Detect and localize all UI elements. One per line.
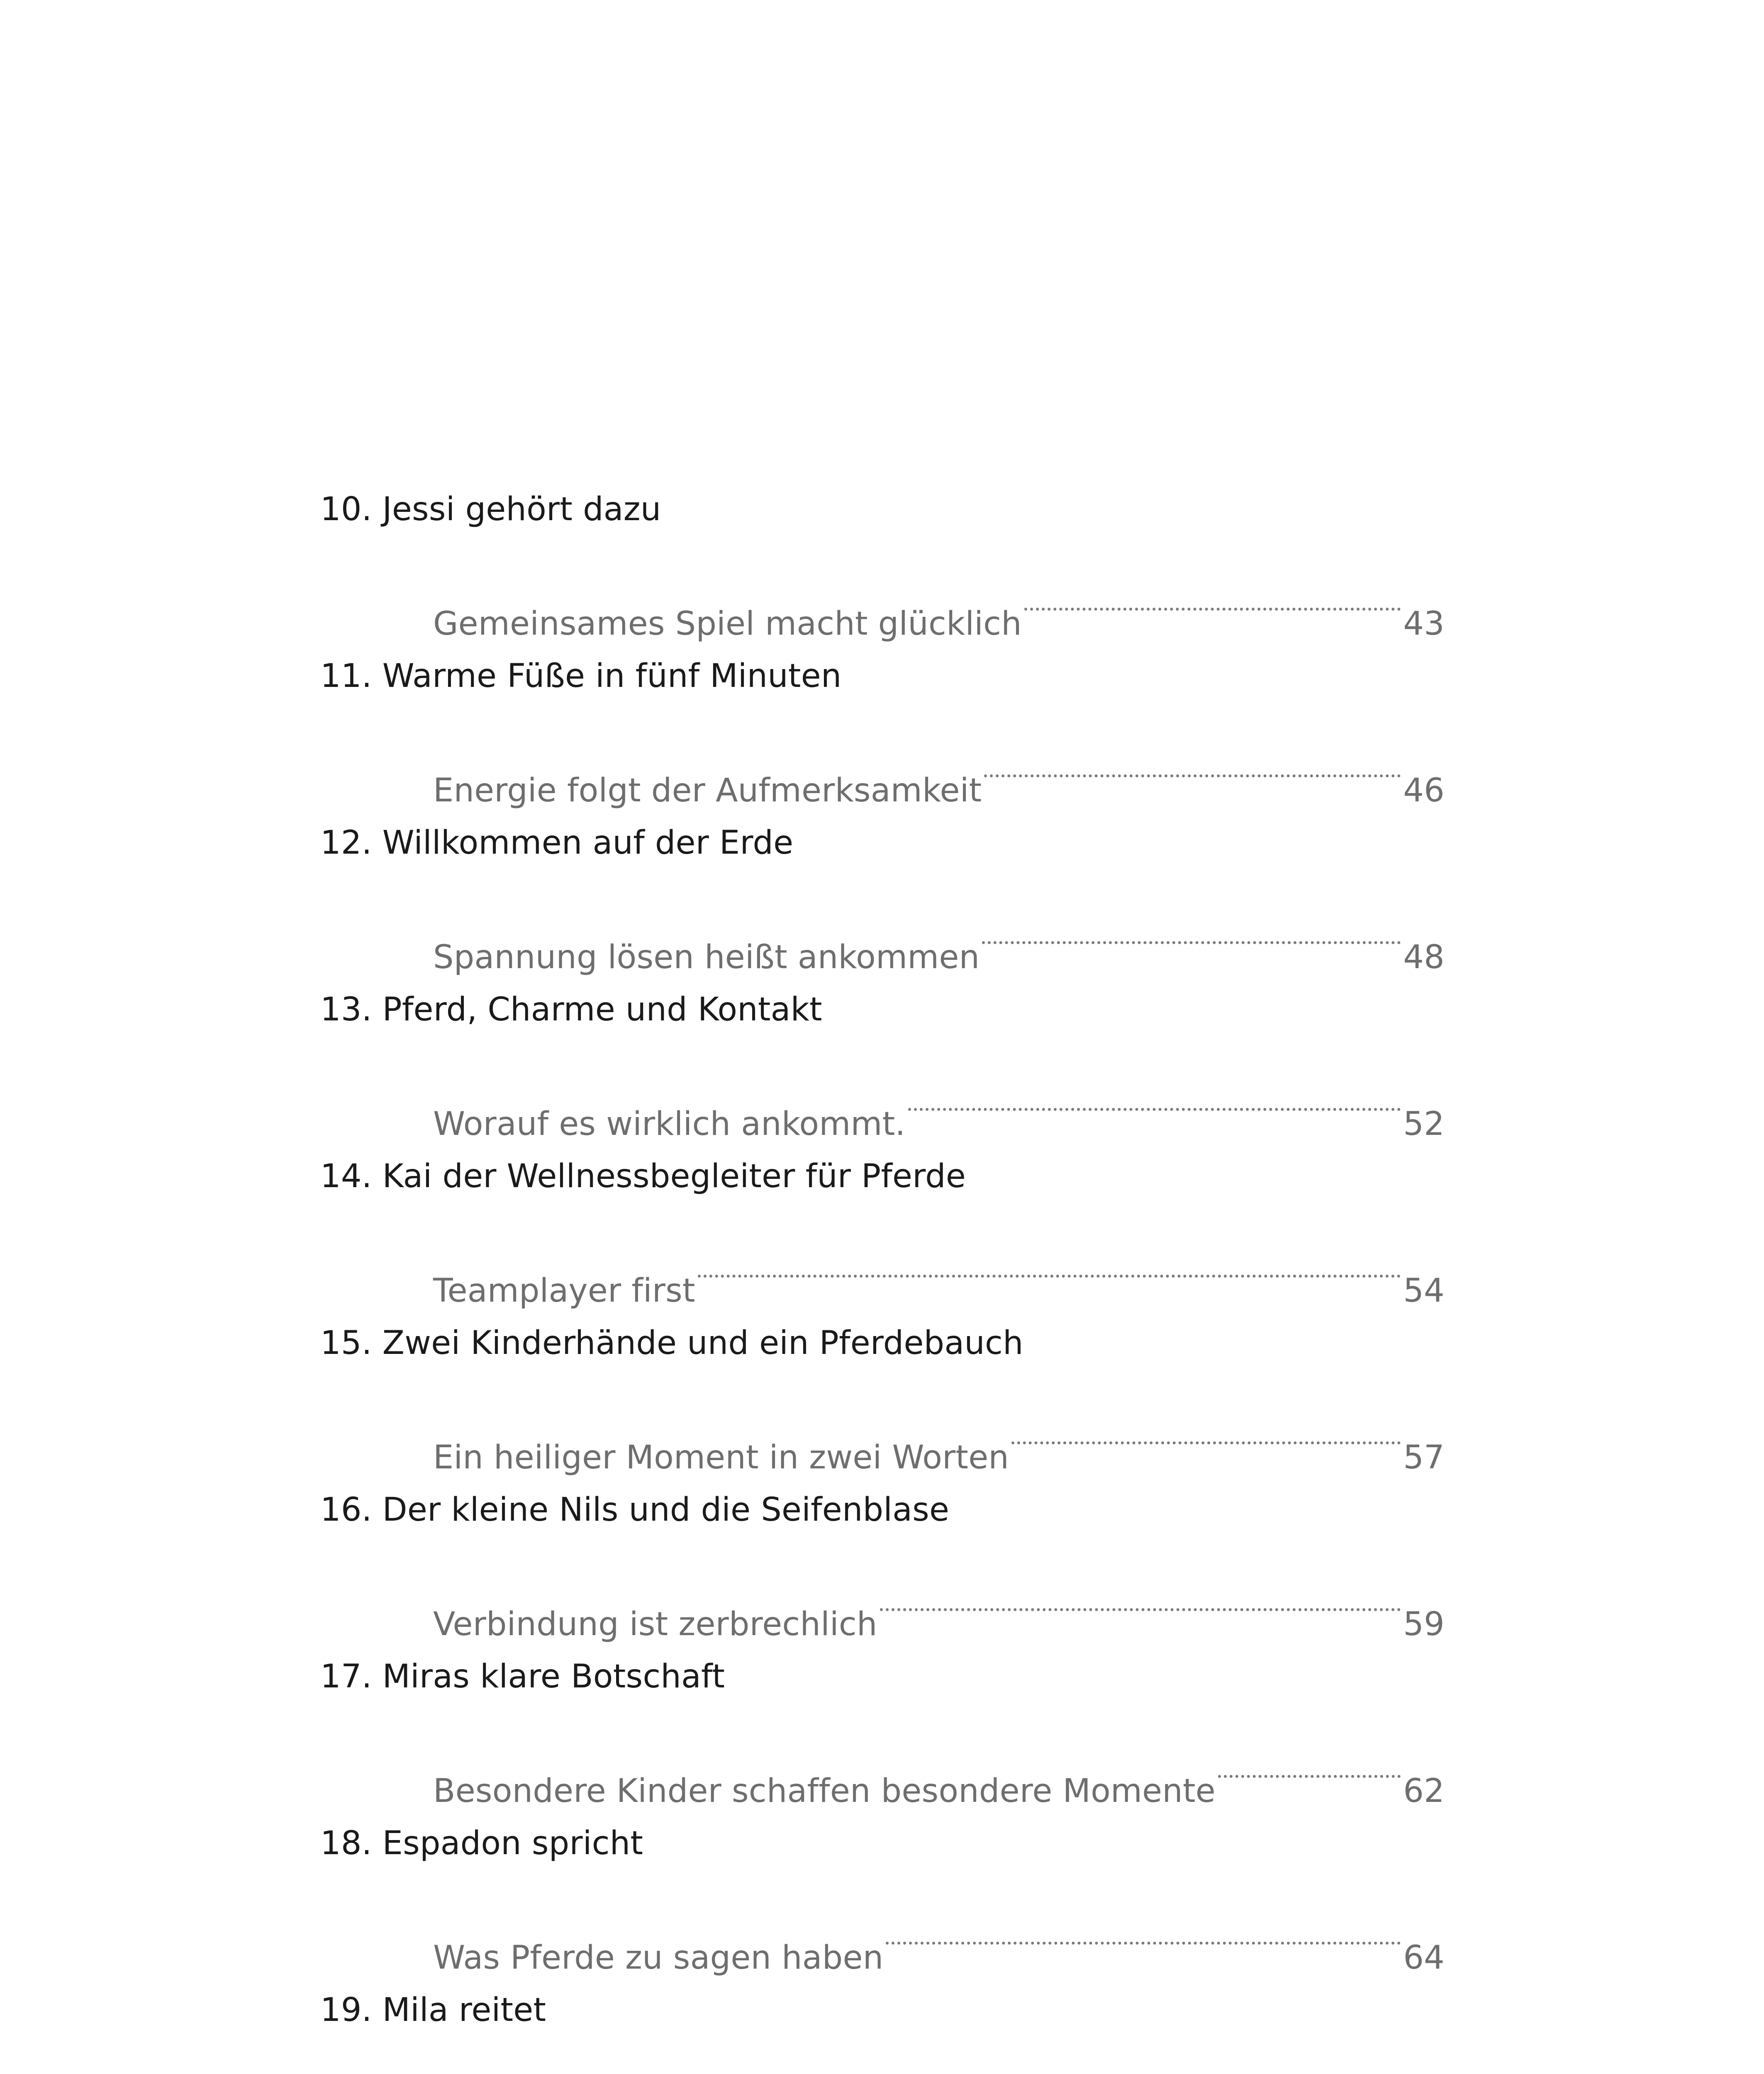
- chapter-subtitle: Ein heiliger Moment in zwei Worten: [433, 1439, 1009, 1476]
- chapter-subline: [433, 718, 1445, 809]
- chapter-subtitle: Spannung lösen heißt ankommen: [433, 939, 980, 976]
- dot-leader: [908, 1052, 1401, 1135]
- chapter-page-number: 54: [1403, 1272, 1445, 1310]
- chapter-page-number: 52: [1403, 1105, 1445, 1143]
- toc-entry: [320, 1802, 1445, 1977]
- chapter-title: 13. Pferd, Charme und Kontakt: [320, 991, 822, 1028]
- chapter-subtitle: Teamplayer first: [433, 1272, 695, 1310]
- chapter-title: 18. Espadon spricht: [320, 1825, 643, 1862]
- toc-entry: [320, 635, 1445, 809]
- chapter-subline: [433, 1052, 1445, 1143]
- chapter-subtitle: Verbindung ist zerbrechlich: [433, 1606, 877, 1643]
- chapter-subline: [433, 885, 1445, 976]
- chapter-page-number: 48: [1403, 939, 1445, 976]
- dot-leader: [1011, 1385, 1401, 1468]
- dot-leader: [1218, 1719, 1401, 1802]
- toc-entry: [320, 968, 1445, 1143]
- chapter-page-number: 64: [1403, 1939, 1445, 1977]
- toc-entry: [320, 1135, 1445, 1310]
- toc-entry: [320, 1969, 1445, 2074]
- dot-leader: [921, 2052, 1401, 2074]
- chapter-subline: [433, 2052, 1445, 2074]
- toc-entry: [320, 468, 1445, 643]
- chapter-subline: [433, 1385, 1445, 1476]
- toc-entry: [320, 801, 1445, 976]
- chapter-page-number: 57: [1403, 1439, 1445, 1476]
- chapter-title: 11. Warme Füße in fünf Minuten: [320, 657, 842, 695]
- chapter-page-number: 59: [1403, 1606, 1445, 1643]
- chapter-subline: [433, 1218, 1445, 1310]
- chapter-title: 12. Willkommen auf der Erde: [320, 824, 794, 862]
- dot-leader: [886, 1885, 1401, 1969]
- chapter-page-number: 43: [1403, 605, 1445, 643]
- dot-leader: [982, 885, 1401, 968]
- chapter-title: 19. Mila reitet: [320, 1991, 546, 2029]
- chapter-subline: [433, 551, 1445, 643]
- chapter-title: 15. Zwei Kinderhände und ein Pferdebauch: [320, 1324, 1023, 1362]
- toc-entry: [320, 1468, 1445, 1643]
- chapter-subtitle: Energie folgt der Aufmerksamkeit: [433, 772, 982, 809]
- dot-leader: [698, 1218, 1401, 1302]
- chapter-title: 10. Jessi gehört dazu: [320, 491, 661, 528]
- chapter-subline: [433, 1552, 1445, 1643]
- chapter-page-number: 46: [1403, 772, 1445, 809]
- chapter-subtitle: Worauf es wirklich ankommt.: [433, 1105, 906, 1143]
- chapter-subtitle: Was Pferde zu sagen haben: [433, 1939, 884, 1977]
- toc-entry: [320, 1302, 1445, 1476]
- table-of-contents: [320, 468, 1445, 2074]
- toc-entry: [320, 1635, 1445, 1810]
- dot-leader: [1024, 551, 1401, 635]
- chapter-subtitle: Besondere Kinder schaffen besondere Momente: [433, 1772, 1216, 1810]
- chapter-subline: [433, 1885, 1445, 1977]
- chapter-title: 16. Der kleine Nils und die Seifenblase: [320, 1491, 950, 1529]
- chapter-title: 14. Kai der Wellnessbegleiter für Pferde: [320, 1158, 966, 1195]
- chapter-subline: [433, 1719, 1445, 1810]
- dot-leader: [984, 718, 1401, 801]
- dot-leader: [880, 1552, 1401, 1635]
- chapter-page-number: 62: [1403, 1772, 1445, 1810]
- chapter-title: 17. Miras klare Botschaft: [320, 1658, 725, 1695]
- chapter-subtitle: Gemeinsames Spiel macht glücklich: [433, 605, 1022, 643]
